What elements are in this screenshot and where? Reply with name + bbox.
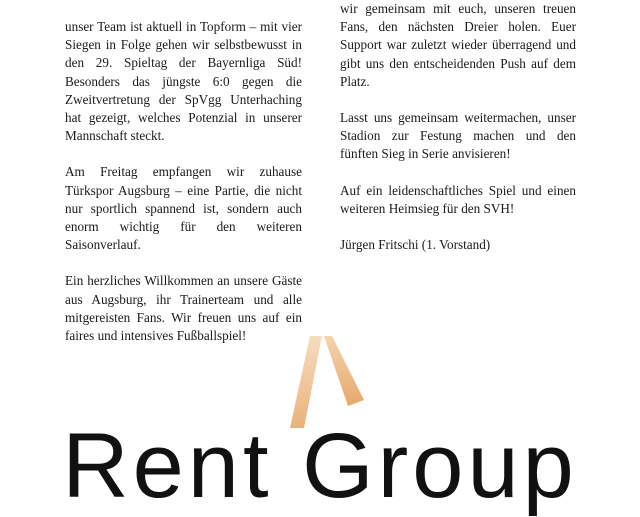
logo-right-blade	[324, 336, 364, 406]
right-paragraph-2: Lasst uns gemeinsam weitermachen, unser Stadion zur Festung machen und den fünften Sieg in Serie anvisieren!	[340, 110, 576, 162]
sponsor-wordmark: Rent Group	[62, 415, 578, 517]
left-paragraph-1: unser Team ist aktuell in Topform – mit vier Siegen in Folge gehen wir selbstbewusst in den 29. Spieltag der Bayernliga Süd! Besonders das jüngste 6:0 gegen die Zweitvertretung der SpVgg Unterhaching hat gezeigt, welches Potenzial in unserer Mannschaft steckt.	[65, 19, 302, 144]
right-paragraph-3: Auf ein leidenschaftliches Spiel und einen weiteren Heimsieg für den SVH!	[340, 182, 576, 216]
left-paragraph-3: Ein herzliches Willkommen an unsere Gäste aus Augsburg, ihr Trainerteam und alle mitgereisten Fans. Wir freuen uns auf ein faires und intensives Fußballspiel!	[65, 273, 302, 344]
right-paragraph-1: wir gemeinsam mit euch, unseren treuen Fans, den nächsten Dreier holen. Euer Support war zuletzt wieder überragend und gibt uns den entscheidenden Push auf dem Platz.	[340, 1, 576, 89]
article-left-column	[65, 18, 302, 345]
left-paragraph-2: Am Freitag empfangen wir zuhause Türkspor Augsburg – eine Partie, die nicht nur sportlich spannend ist, sondern auch enorm wichtig für den weiteren Saisonverlauf.	[65, 164, 302, 253]
signature: Jürgen Fritschi (1. Vorstand)	[340, 237, 491, 253]
article-right-column	[340, 0, 576, 254]
